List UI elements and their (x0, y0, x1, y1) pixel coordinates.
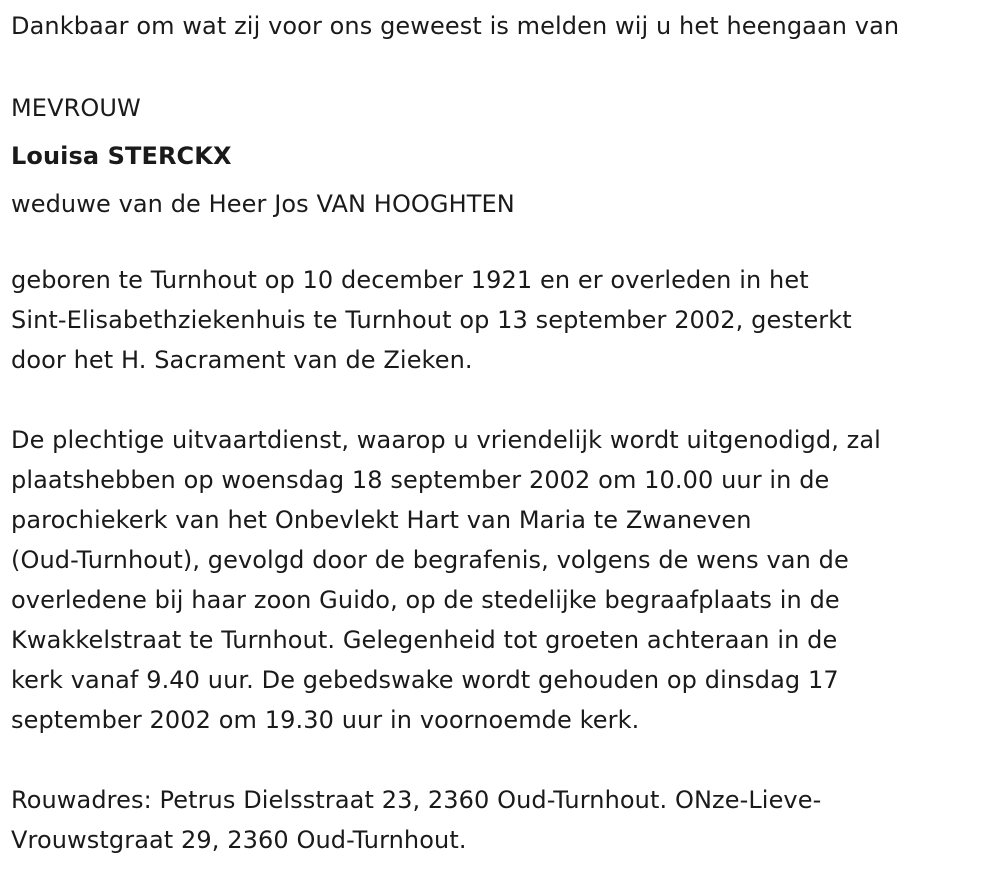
birth-death-line: door het H. Sacrament van de Zieken. (11, 346, 473, 374)
funeral-line: (Oud-Turnhout), gevolgd door de begrafenis, volgens de wens van de (11, 546, 849, 574)
honorific-title: MEVROUW (11, 94, 141, 122)
funeral-line: Kwakkelstraat te Turnhout. Gelegenheid tot groeten achteraan in de (11, 626, 838, 654)
spacer (11, 740, 991, 780)
funeral-line: De plechtige uitvaartdienst, waarop u vriendelijk wordt uitgenodigd, zal (11, 426, 881, 454)
address-line: Vrouwstgraat 29, 2360 Oud-Turnhout. (11, 826, 467, 854)
spouse-line: weduwe van de Heer Jos VAN HOOGHTEN (11, 190, 515, 218)
address-paragraph (11, 780, 991, 860)
obituary-document (11, 6, 991, 860)
spacer (11, 46, 991, 84)
funeral-line: kerk vanaf 9.40 uur. De gebedswake wordt gehouden op dinsdag 17 (11, 666, 839, 694)
funeral-paragraph (11, 420, 991, 740)
birth-death-line: geboren te Turnhout op 10 december 1921 en er overleden in het (11, 266, 809, 294)
address-line: Rouwadres: Petrus Dielsstraat 23, 2360 Oud-Turnhout. ONze-Lieve- (11, 786, 822, 814)
birth-death-line: Sint-Elisabethziekenhuis te Turnhout op 13 september 2002, gesterkt (11, 306, 852, 334)
deceased-name: Louisa STERCKX (11, 142, 232, 170)
funeral-line: overledene bij haar zoon Guido, op de stedelijke begraafplaats in de (11, 586, 840, 614)
funeral-line: plaatshebben op woensdag 18 september 2002 om 10.00 uur in de (11, 466, 830, 494)
funeral-line: parochiekerk van het Onbevlekt Hart van Maria te Zwaneven (11, 506, 752, 534)
intro-text: Dankbaar om wat zij voor ons geweest is melden wij u het heengaan van (11, 12, 900, 40)
spacer (11, 380, 991, 420)
birth-death-paragraph (11, 260, 991, 380)
spacer (11, 228, 991, 260)
funeral-line: september 2002 om 19.30 uur in voornoemde kerk. (11, 706, 640, 734)
